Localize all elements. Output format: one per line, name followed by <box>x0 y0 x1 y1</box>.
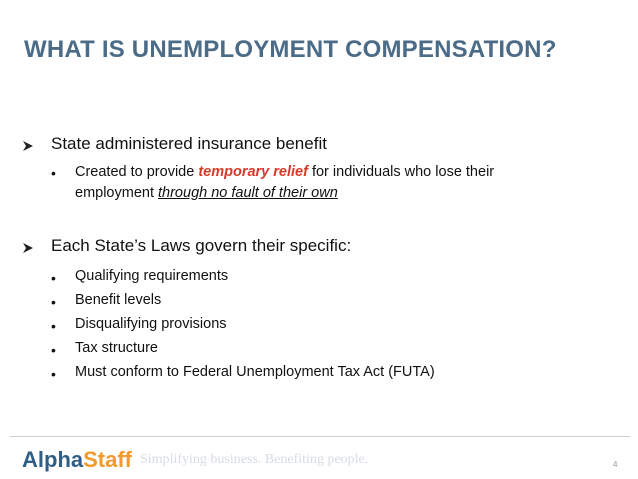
footer-divider <box>10 436 630 437</box>
bullet-icon: • <box>51 366 56 382</box>
list-item: Must conform to Federal Unemployment Tax Act (FUTA) <box>75 364 435 380</box>
logo-text-alpha: Alpha <box>22 447 84 472</box>
bullet-icon: • <box>51 318 56 334</box>
list-item: Benefit levels <box>75 292 162 308</box>
sub-text: for individuals who lose their <box>307 164 495 180</box>
list-item: Disqualifying provisions <box>75 316 227 332</box>
list-item: Tax structure <box>75 340 158 356</box>
bullet-icon: • <box>51 165 56 181</box>
bullet-icon: • <box>51 342 56 358</box>
sub-line-1 <box>75 162 494 182</box>
bullet-icon: • <box>51 294 56 310</box>
sub-line-2 <box>75 183 338 203</box>
page-number: 4 <box>613 460 618 469</box>
slide-title: WHAT IS UNEMPLOYMENT COMPENSATION? <box>24 36 557 63</box>
arrow-bullet-icon <box>22 140 34 152</box>
arrow-bullet-icon <box>22 242 34 254</box>
alphastaff-logo <box>22 447 132 473</box>
sub-text: Created to provide <box>75 164 199 180</box>
logo-text-staff: Staff <box>83 447 133 472</box>
sub-text: employment <box>75 185 159 201</box>
emphasis-no-fault: through no fault of their own <box>158 185 338 201</box>
list-item: Qualifying requirements <box>75 268 229 284</box>
section-heading-1: State administered insurance benefit <box>51 134 327 153</box>
section-heading-2: Each State’s Laws govern their specific: <box>51 236 352 255</box>
emphasis-temporary-relief: temporary relief <box>198 164 308 180</box>
bullet-icon: • <box>51 270 56 286</box>
footer-tagline: Simplifying business. Benefiting people. <box>140 452 369 467</box>
